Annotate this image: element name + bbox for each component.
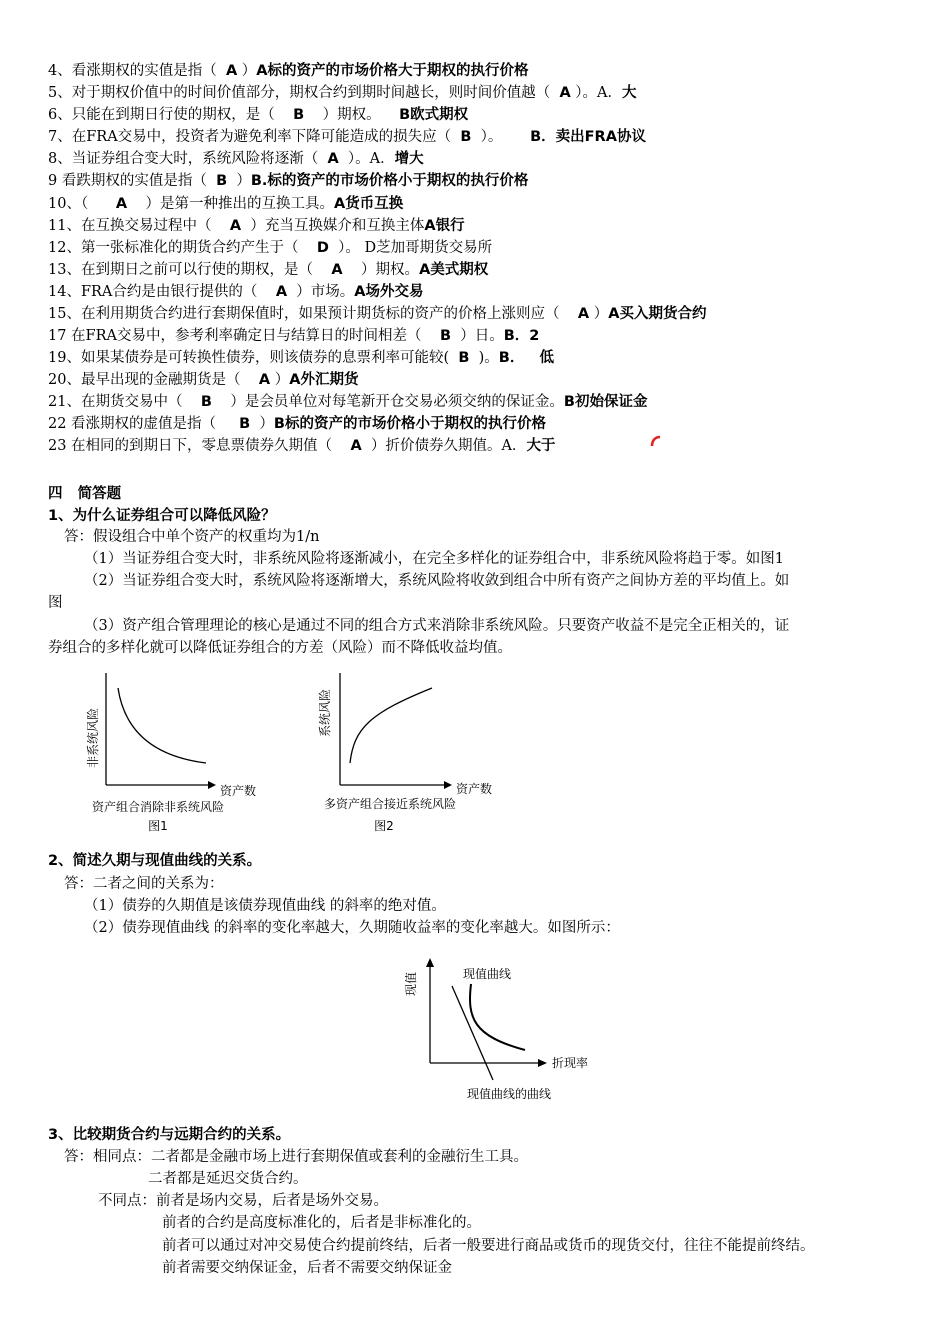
answer-choice: B [200,394,212,410]
question-text: 22 看涨期权的虚值是指（ [48,416,240,432]
question-1-answer: 答：假设组合中单个资产的权重均为1/n [64,529,320,545]
answer-choice: D [316,240,329,256]
answer-text: 增大 [394,151,424,167]
answer-text: B标的资产的市场价格小于期权的执行价格 [273,416,546,432]
q3-diff-3: 前者可以通过对冲交易使合约提前终结，后者一般要进行商品或货币的现货交付，往往不能提前终结。 [162,1238,815,1254]
fig2-curve [350,688,432,763]
question-text-cont: ）是会员单位对每笔新开仓交易必须交纳的保证金。 [211,394,564,410]
question-text: 11、在互换交易过程中（ [48,218,230,234]
question-text-cont: ）期权。 [342,262,420,278]
q3-diff-label: 不同点： [98,1193,156,1209]
answer-choice: A [258,372,271,388]
question-text-cont: ）是第一种推出的互换工具。 [127,196,335,212]
answer-choice: A [350,438,362,454]
question-text: 4、看涨期权的实值是指（ [48,63,226,79]
answer-text: A场外交易 [354,284,424,300]
q3-diff-row-1 [98,1191,388,1211]
fig3-x-arrow [538,1059,547,1067]
answer-text: 大于 [526,438,556,454]
question-text-cont: ）。 D芝加哥期货交易所 [328,240,493,256]
question-text: 23 在相同的到期日下，零息票债券久期值（ [48,438,351,454]
question-text-cont: )。 [469,350,499,366]
question-text: 6、只能在到期日行使的期权，是（ [48,107,294,123]
answer-text: B．2 [503,328,540,344]
question-text: 10、（ [48,196,116,212]
question-text-cont: ）。 [471,129,531,145]
question-item [48,282,424,302]
fig1-x-arrow [208,781,216,789]
answer-choice: A [331,262,343,278]
q1-point-3: （3）资产组合管理理论的核心是通过不同的组合方式来消除非系统风险。只要资产收益不是完全正相关的，证 [84,618,790,634]
answer-text: A货币互换 [334,196,404,212]
question-3-title: 3、比较期货合约与远期合约的关系。 [48,1127,291,1143]
question-text: 9 看跌期权的实值是指（ [48,173,217,189]
fig1-x-label: 资产数 [220,784,257,798]
answer-text: B.标的资产的市场价格小于期权的执行价格 [250,173,529,189]
question-item [48,149,424,169]
answer-choice: B [458,350,470,366]
q3-same-label: 答：相同点： [64,1149,151,1165]
question-item [48,216,465,236]
question-text-cont: ） [250,416,274,432]
fig1-curve [118,688,206,763]
q3-same-row-1 [64,1147,528,1167]
question-text-cont: ） [270,372,290,388]
q2-point-2: （2）债券现值曲线 的斜率的变化率越大，久期随收益率的变化率越大。如图所示： [84,920,620,936]
q1-point-2-cont: 图 [48,595,63,611]
answer-text: B欧式期权 [399,107,469,123]
figure-3 [395,950,615,1110]
answer-text: A美式期权 [419,262,489,278]
fig3-y-arrow [426,958,434,967]
question-2-title: 2、简述久期与现值曲线的关系。 [48,853,262,869]
fig2-x-label: 资产数 [456,782,493,796]
question-text: 20、最早出现的金融期货是（ [48,372,259,388]
question-item [48,304,706,324]
question-text-cont: ）期权。 [304,107,400,123]
answer-text: A标的资产的市场价格大于期权的执行价格 [256,63,529,79]
question-item [48,171,528,191]
question-text-cont: ）日。 [451,328,504,344]
answer-choice: B [439,328,452,344]
question-text-cont: ）充当互换媒介和互换主体 [241,218,425,234]
q1-point-2: （2）当证券组合变大时，系统风险将逐渐增大，系统风险将收敛到组合中所有资产之间协方差的平均值上。如 [84,573,790,589]
fig3-tangent-label: 现值曲线的曲线 [467,1087,552,1101]
question-text: 12、第一张标准化的期货合约产生于（ [48,240,317,256]
question-text: 14、FRA合约是由银行提供的（ [48,284,276,300]
question-text: 7、在FRA交易中，投资者为避免利率下降可能造成的损失应（ [48,129,461,145]
red-mark-icon [648,434,664,450]
question-text: 21、在期货交易中（ [48,394,201,410]
answer-choice: B [239,416,251,432]
fig2-x-arrow [444,781,452,789]
question-item [48,326,539,346]
q1-point-1: （1）当证券组合变大时，非系统风险将逐渐减小，在完全多样化的证券组合中，非系统风险将趋于零。如图1 [84,551,784,567]
answer-text: B． 低 [498,350,554,366]
answer-text: A买入期货合约 [608,306,707,322]
question-text: 19、如果某债券是可转换性债券，则该债券的息票利率可能较( [48,350,459,366]
fig3-curve-label: 现值曲线 [463,967,512,981]
question-item [48,436,555,456]
question-text-cont: ）。A． [570,85,623,101]
question-text: 17 在FRA交易中，参考利率确定日与结算日的时间相差（ [48,328,440,344]
question-item [48,83,637,103]
fig3-y-label: 现值 [404,971,418,997]
fig1-number: 图1 [148,819,168,833]
question-item [48,260,488,280]
answer-choice: B [293,107,305,123]
section-heading: 四 简答题 [48,486,122,502]
q3-same-1: 二者都是金融市场上进行套期保值或套利的金融衍生工具。 [151,1149,528,1165]
answer-choice: B [460,129,472,145]
question-text: 15、在利用期货合约进行套期保值时，如果预计期货标的资产的价格上涨则应（ [48,306,578,322]
question-text-cont: ） [227,173,251,189]
question-text-cont: ） [237,63,257,79]
answer-choice: B [216,173,228,189]
answer-choice: A [229,218,242,234]
fig2-caption: 多资产组合接近系统风险 [323,797,457,811]
figure-1 [80,668,280,840]
answer-choice: A [327,151,339,167]
question-item [48,392,647,412]
question-text: 13、在到期日之前可以行使的期权，是（ [48,262,332,278]
answer-text: A银行 [424,218,465,234]
fig2-y-label: 系统风险 [318,688,332,738]
q3-diff-1: 前者是场内交易，后者是场外交易。 [156,1193,388,1209]
question-2-answer: 答：二者之间的关系为： [64,876,224,892]
answer-choice: A [115,196,128,212]
answer-choice: A [559,85,571,101]
question-item [48,238,492,258]
question-item [48,105,468,125]
answer-text: A外汇期货 [289,372,359,388]
answer-text: B初始保证金 [563,394,648,410]
q1-point-3-cont: 券组合的多样化就可以降低证券组合的方差（风险）而不降低收益均值。 [48,640,512,656]
fig3-curve [470,984,525,1050]
q3-diff-4: 前者需要交纳保证金，后者不需要交纳保证金 [162,1260,452,1276]
question-item [48,414,546,434]
question-item [48,61,529,81]
answer-choice: A [577,306,590,322]
fig1-caption: 资产组合消除非系统风险 [91,800,225,814]
answer-choice: A [225,63,238,79]
answer-text: 大 [622,85,637,101]
question-text: 8、当证券组合变大时，系统风险将逐渐（ [48,151,328,167]
question-text-cont: ） [589,306,609,322]
question-text-cont: ）市场。 [287,284,355,300]
fig2-number: 图2 [374,819,394,833]
question-item [48,127,646,147]
q3-diff-2: 前者的合约是高度标准化的，后者是非标准化的。 [162,1215,481,1231]
question-text-cont: ）。A． [338,151,395,167]
answer-text: B．卖出FRA协议 [530,129,646,145]
question-1-title: 1、为什么证券组合可以降低风险？ [48,508,276,524]
question-item [48,194,403,214]
question-item [48,370,358,390]
answer-choice: A [275,284,288,300]
question-text: 5、对于期权价值中的时间价值部分，期权合约到期时间越长，则时间价值越（ [48,85,560,101]
q2-point-1: （1）债券的久期值是该债券现值曲线 的斜率的绝对值。 [84,898,446,914]
question-text-cont: ）折价债券久期值。A． [361,438,527,454]
question-item [48,348,554,368]
q3-same-2: 二者都是延迟交货合约。 [148,1171,308,1187]
fig1-y-label: 非系统风险 [86,707,100,769]
fig3-x-label: 折现率 [552,1056,589,1070]
figure-2 [310,668,510,840]
